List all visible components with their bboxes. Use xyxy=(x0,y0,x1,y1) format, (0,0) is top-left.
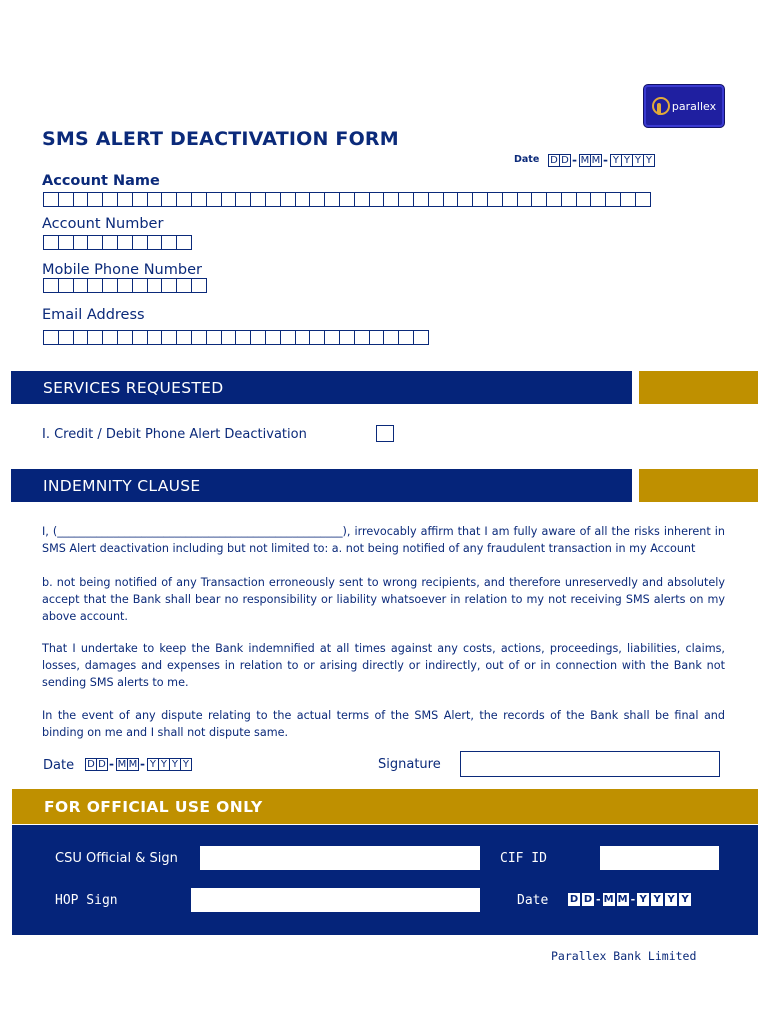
account-name-input[interactable] xyxy=(43,192,650,207)
char-box[interactable] xyxy=(147,330,163,345)
char-box[interactable] xyxy=(58,235,74,250)
date-char-box[interactable]: Y xyxy=(632,154,644,167)
date-char-box[interactable]: D xyxy=(548,154,560,167)
char-box[interactable] xyxy=(576,192,592,207)
char-box[interactable] xyxy=(590,192,606,207)
footer-bank-name: Parallex Bank Limited xyxy=(551,949,697,963)
date-separator: - xyxy=(109,757,114,771)
csu-official-field[interactable] xyxy=(200,846,480,870)
char-box[interactable] xyxy=(58,330,74,345)
char-box[interactable] xyxy=(339,330,355,345)
char-box[interactable] xyxy=(413,330,429,345)
date-char-box[interactable]: D xyxy=(559,154,571,167)
char-box[interactable] xyxy=(147,192,163,207)
char-box[interactable] xyxy=(221,330,237,345)
char-box[interactable] xyxy=(398,330,414,345)
char-box[interactable] xyxy=(87,235,103,250)
account-name-label: Account Name xyxy=(42,173,160,189)
char-box[interactable] xyxy=(161,330,177,345)
signature-field[interactable] xyxy=(460,751,720,777)
char-box[interactable] xyxy=(221,192,237,207)
char-box[interactable] xyxy=(43,192,59,207)
char-box[interactable] xyxy=(132,278,148,293)
char-box[interactable] xyxy=(147,235,163,250)
indemnity-date-field[interactable] xyxy=(85,757,191,771)
date-char-box[interactable]: D xyxy=(85,758,97,771)
hop-sign-label: HOP Sign xyxy=(55,893,118,908)
char-box[interactable] xyxy=(161,192,177,207)
char-box[interactable] xyxy=(546,192,562,207)
char-box[interactable] xyxy=(280,192,296,207)
char-box[interactable] xyxy=(443,192,459,207)
char-box[interactable] xyxy=(309,330,325,345)
char-box[interactable] xyxy=(620,192,636,207)
char-box[interactable] xyxy=(161,235,177,250)
services-band-accent xyxy=(639,371,758,404)
email-input[interactable] xyxy=(43,330,428,345)
header-date-label: Date xyxy=(514,154,540,165)
date-separator: - xyxy=(596,893,601,906)
char-box[interactable] xyxy=(309,192,325,207)
char-box[interactable] xyxy=(605,192,621,207)
char-box[interactable] xyxy=(502,192,518,207)
char-box[interactable] xyxy=(487,192,503,207)
char-box[interactable] xyxy=(354,192,370,207)
services-title: SERVICES REQUESTED xyxy=(43,379,224,397)
char-box[interactable] xyxy=(132,330,148,345)
date-char-box[interactable]: Y xyxy=(147,758,159,771)
signature-label: Signature xyxy=(378,757,441,772)
date-char-box[interactable]: Y xyxy=(637,893,649,906)
official-use-title: FOR OFFICIAL USE ONLY xyxy=(44,798,263,816)
char-box[interactable] xyxy=(369,192,385,207)
char-box[interactable] xyxy=(43,330,59,345)
date-separator: - xyxy=(139,757,145,771)
official-use-panel xyxy=(12,825,758,935)
char-box[interactable] xyxy=(235,330,251,345)
char-box[interactable] xyxy=(383,330,399,345)
char-box[interactable] xyxy=(265,330,281,345)
official-date-field[interactable] xyxy=(568,893,693,906)
char-box[interactable] xyxy=(117,330,133,345)
char-box[interactable] xyxy=(117,235,133,250)
account-number-label: Account Number xyxy=(42,216,164,232)
char-box[interactable] xyxy=(58,192,74,207)
indemnity-title: INDEMNITY CLAUSE xyxy=(43,477,201,495)
char-box[interactable] xyxy=(250,192,266,207)
char-box[interactable] xyxy=(561,192,577,207)
char-box[interactable] xyxy=(43,278,59,293)
date-separator: - xyxy=(602,153,608,167)
char-box[interactable] xyxy=(87,330,103,345)
char-box[interactable] xyxy=(147,278,163,293)
date-char-box[interactable]: M xyxy=(580,154,590,166)
parallex-logo-mark-icon xyxy=(652,97,670,115)
char-box[interactable] xyxy=(176,330,192,345)
char-box[interactable] xyxy=(265,192,281,207)
header-date-field[interactable] xyxy=(548,153,654,167)
char-box[interactable] xyxy=(428,192,444,207)
char-box[interactable] xyxy=(517,192,533,207)
mobile-phone-input[interactable] xyxy=(43,278,206,293)
date-char-box[interactable]: Y xyxy=(679,893,691,906)
date-char-box[interactable]: Y xyxy=(665,893,677,906)
parallex-logo xyxy=(644,85,724,127)
indemnity-date-label: Date xyxy=(43,758,75,773)
date-separator: - xyxy=(630,893,636,906)
date-char-box[interactable]: M xyxy=(128,758,138,770)
char-box[interactable] xyxy=(354,330,370,345)
char-box[interactable] xyxy=(117,278,133,293)
char-box[interactable] xyxy=(176,278,192,293)
char-box[interactable] xyxy=(635,192,651,207)
date-char-box[interactable]: Y xyxy=(621,154,633,167)
char-box[interactable] xyxy=(206,330,222,345)
char-box[interactable] xyxy=(383,192,399,207)
char-box[interactable] xyxy=(132,192,148,207)
char-box[interactable] xyxy=(472,192,488,207)
char-box[interactable] xyxy=(369,330,385,345)
official-date-label: Date xyxy=(517,893,549,908)
date-char-box[interactable]: Y xyxy=(158,758,170,771)
date-char-box[interactable]: Y xyxy=(610,154,622,167)
char-box[interactable] xyxy=(191,192,207,207)
hop-sign-field[interactable] xyxy=(191,888,480,912)
alert-deactivation-checkbox[interactable] xyxy=(376,425,394,442)
char-box[interactable] xyxy=(457,192,473,207)
cif-id-label: CIF ID xyxy=(500,851,547,866)
char-box[interactable] xyxy=(176,235,192,250)
char-box[interactable] xyxy=(102,330,118,345)
indemnity-band-accent xyxy=(639,469,758,502)
date-char-box[interactable]: Y xyxy=(169,758,181,771)
char-box[interactable] xyxy=(73,330,89,345)
char-box[interactable] xyxy=(280,330,296,345)
date-char-box[interactable]: D xyxy=(569,894,579,905)
date-char-box[interactable]: M xyxy=(591,154,601,166)
date-char-box[interactable]: Y xyxy=(643,154,655,167)
csu-official-label: CSU Official & Sign xyxy=(55,851,178,866)
char-box[interactable] xyxy=(206,192,222,207)
char-box[interactable] xyxy=(191,330,207,345)
char-box[interactable] xyxy=(102,235,118,250)
char-box[interactable] xyxy=(161,278,177,293)
char-box[interactable] xyxy=(191,278,207,293)
char-box[interactable] xyxy=(58,278,74,293)
char-box[interactable] xyxy=(73,192,89,207)
char-box[interactable] xyxy=(43,235,59,250)
char-box[interactable] xyxy=(176,192,192,207)
char-box[interactable] xyxy=(87,278,103,293)
char-box[interactable] xyxy=(132,235,148,250)
char-box[interactable] xyxy=(398,192,414,207)
char-box[interactable] xyxy=(531,192,547,207)
char-box[interactable] xyxy=(117,192,133,207)
service-item-label: I. Credit / Debit Phone Alert Deactivation xyxy=(42,427,307,442)
char-box[interactable] xyxy=(235,192,251,207)
char-box[interactable] xyxy=(73,235,89,250)
date-char-box[interactable]: M xyxy=(117,758,127,770)
date-separator: - xyxy=(572,153,577,167)
email-label: Email Address xyxy=(42,307,145,323)
char-box[interactable] xyxy=(339,192,355,207)
logo-text: parallex xyxy=(671,99,717,113)
clause-paragraph-2: That I undertake to keep the Bank indemnified at all times against any costs, actions, proceedings, liabilities, claims, losses, damages and expenses in relation to or arising directly or indirectly, out of or in connection with the Bank not sending SMS alerts to me. xyxy=(42,642,725,689)
char-box[interactable] xyxy=(295,192,311,207)
char-box[interactable] xyxy=(73,278,89,293)
char-box[interactable] xyxy=(324,330,340,345)
form-title: SMS ALERT DEACTIVATION FORM xyxy=(42,128,399,150)
clause-paragraph-3: In the event of any dispute relating to the actual terms of the SMS Alert, the records of the Bank shall be final and binding on me and I shall not dispute same. xyxy=(42,709,725,739)
date-char-box[interactable]: Y xyxy=(180,758,192,771)
date-char-box[interactable]: Y xyxy=(651,893,663,906)
char-box[interactable] xyxy=(102,278,118,293)
date-char-box[interactable]: M xyxy=(603,894,614,905)
cif-id-field[interactable] xyxy=(600,846,719,870)
char-box[interactable] xyxy=(295,330,311,345)
account-number-input[interactable] xyxy=(43,235,191,250)
mobile-phone-label: Mobile Phone Number xyxy=(42,262,202,278)
char-box[interactable] xyxy=(102,192,118,207)
date-char-box[interactable]: D xyxy=(96,758,108,771)
clause-paragraph-1: I, (___________________________________________________), irrevocably affirm that I am fully aware of all the risks inherent in SMS Alert deactivation including but not limited to: a. not being notified of any fraudulent transaction in my Account xyxy=(42,525,725,555)
date-char-box[interactable]: M xyxy=(617,894,628,905)
date-char-box[interactable]: D xyxy=(583,894,593,905)
char-box[interactable] xyxy=(413,192,429,207)
char-box[interactable] xyxy=(250,330,266,345)
char-box[interactable] xyxy=(324,192,340,207)
char-box[interactable] xyxy=(87,192,103,207)
clause-paragraph-1b: b. not being notified of any Transaction erroneously sent to wrong recipients, and therefore unreservedly and absolutely accept that the Bank shall bear no responsibility or liability whatsoever in relation to my not receiving SMS alerts on my above account. xyxy=(42,576,725,623)
